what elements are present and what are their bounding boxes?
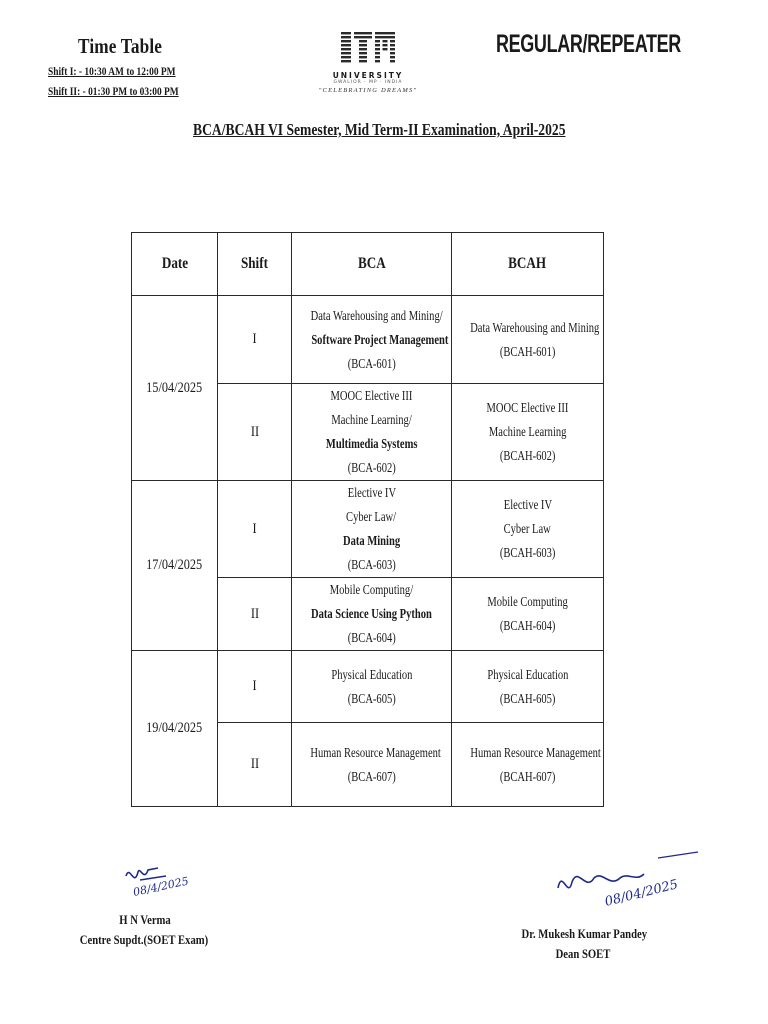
left-signatory-role: Centre Supdt.(SOET Exam) <box>79 932 209 947</box>
date-cell: 15/04/2025 <box>132 296 218 481</box>
bcah-subject-cell: Human Resource Management (BCAH-607) <box>452 723 604 807</box>
bca-subject-cell: MOOC Elective III Machine Learning/ Multimedia Systems (BCA-602) <box>292 384 452 481</box>
table-row <box>132 296 604 384</box>
table-header-row <box>132 233 604 296</box>
shift-cell: I <box>218 481 292 578</box>
exam-title: BCA/BCAH VI Semester, Mid Term-II Examination, April-2025 <box>193 120 566 139</box>
shift-2-timing: Shift II: - 01:30 PM to 03:00 PM <box>48 86 179 98</box>
bcah-subject-cell: Data Warehousing and Mining (BCAH-601) <box>452 296 604 384</box>
table-row <box>132 481 604 578</box>
university-logo <box>318 30 418 102</box>
column-header-shift: Shift <box>218 233 292 296</box>
shift-cell: II <box>218 384 292 481</box>
date-cell: 17/04/2025 <box>132 481 218 651</box>
bca-subject-cell: Mobile Computing/ Data Science Using Python (BCA-604) <box>292 578 452 651</box>
column-header-bcah: BCAH <box>452 233 604 296</box>
shift-cell: I <box>218 296 292 384</box>
date-cell: 19/04/2025 <box>132 651 218 807</box>
left-signatory-name: H N Verma <box>119 912 171 927</box>
exam-timetable <box>131 232 604 807</box>
svg-text:08/4/2025: 08/4/2025 <box>131 874 190 899</box>
right-signatory-role: Dean SOET <box>555 946 611 961</box>
timetable-title: Time Table <box>78 34 163 58</box>
right-signature-scribble-icon <box>548 848 708 918</box>
logo-place-text: GWALIOR · MP · INDIA <box>333 80 403 85</box>
bcah-subject-cell: Elective IV Cyber Law (BCAH-603) <box>452 481 604 578</box>
table-row <box>132 651 604 723</box>
itm-logo-mark-icon <box>337 30 399 70</box>
bca-subject-cell: Elective IV Cyber Law/ Data Mining (BCA-603) <box>292 481 452 578</box>
left-signature-scribble-icon <box>118 858 198 908</box>
shift-cell: I <box>218 651 292 723</box>
right-signatory-name: Dr. Mukesh Kumar Pandey <box>521 926 648 941</box>
shift-1-timing: Shift I: - 10:30 AM to 12:00 PM <box>48 66 176 78</box>
shift-cell: II <box>218 723 292 807</box>
svg-text:08/04/2025: 08/04/2025 <box>603 877 680 910</box>
bcah-subject-cell: Physical Education (BCAH-605) <box>452 651 604 723</box>
bcah-subject-cell: MOOC Elective III Machine Learning (BCAH-602) <box>452 384 604 481</box>
shift-cell: II <box>218 578 292 651</box>
logo-tagline: "CELEBRATING DREAMS" <box>318 87 418 94</box>
logo-university-text: UNIVERSITY <box>332 71 404 80</box>
bca-subject-cell: Data Warehousing and Mining/ Software Project Management (BCA-601) <box>292 296 452 384</box>
bcah-subject-cell: Mobile Computing (BCAH-604) <box>452 578 604 651</box>
column-header-date: Date <box>132 233 218 296</box>
bca-subject-cell: Human Resource Management (BCA-607) <box>292 723 452 807</box>
category-label: REGULAR/REPEATER <box>496 30 681 58</box>
bca-subject-cell: Physical Education (BCA-605) <box>292 651 452 723</box>
svg-text:ITM: ITM <box>368 69 370 70</box>
column-header-bca: BCA <box>292 233 452 296</box>
